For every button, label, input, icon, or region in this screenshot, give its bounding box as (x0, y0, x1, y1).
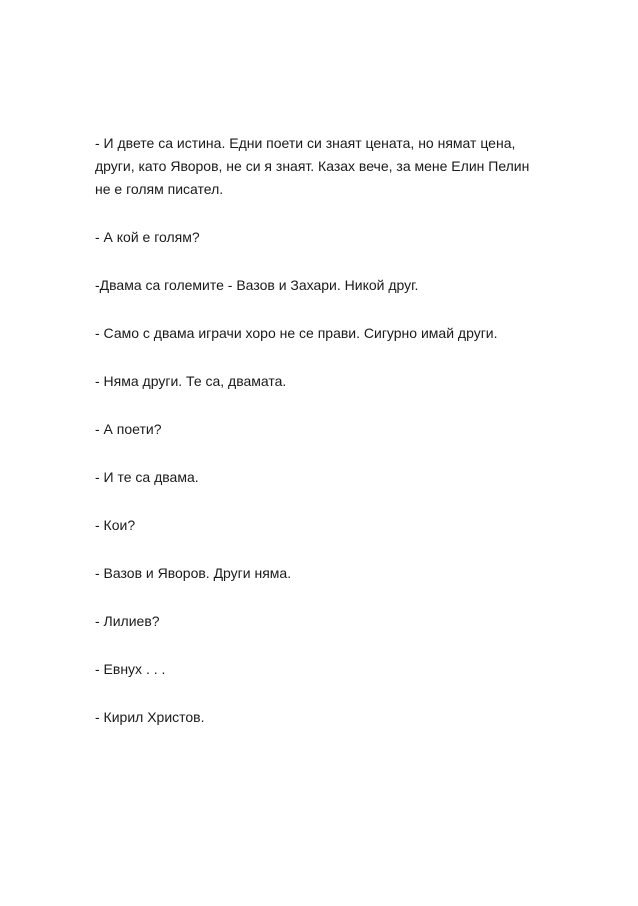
paragraph-2: - А кой е голям? (95, 229, 200, 245)
paragraph-9: - Вазов и Яворов. Други няма. (95, 565, 292, 581)
paragraph-11: - Евнух . . . (95, 661, 166, 677)
paragraph-5: - Няма други. Те са, двамата. (95, 373, 287, 389)
paragraph-3: -Двама са големите - Вазов и Захари. Никой друг. (95, 277, 419, 293)
paragraph-7: - И те са двама. (95, 469, 199, 485)
paragraph-1: - И двете са истина. Едни поети си знаят цената, но нямат цена, други, като Яворов, не си я знаят. Казах вече, за мене Елин Пелин не е голям писател. (95, 135, 530, 197)
paragraph-12: - Кирил Христов. (95, 709, 205, 725)
paragraph-6: - А поети? (95, 421, 162, 437)
paragraph-4: - Само с двама играчи хоро не се прави. Сигурно имай други. (95, 325, 498, 341)
paragraph-8: - Кои? (95, 517, 136, 533)
document-body (95, 132, 535, 754)
paragraph-10: - Лилиев? (95, 613, 160, 629)
